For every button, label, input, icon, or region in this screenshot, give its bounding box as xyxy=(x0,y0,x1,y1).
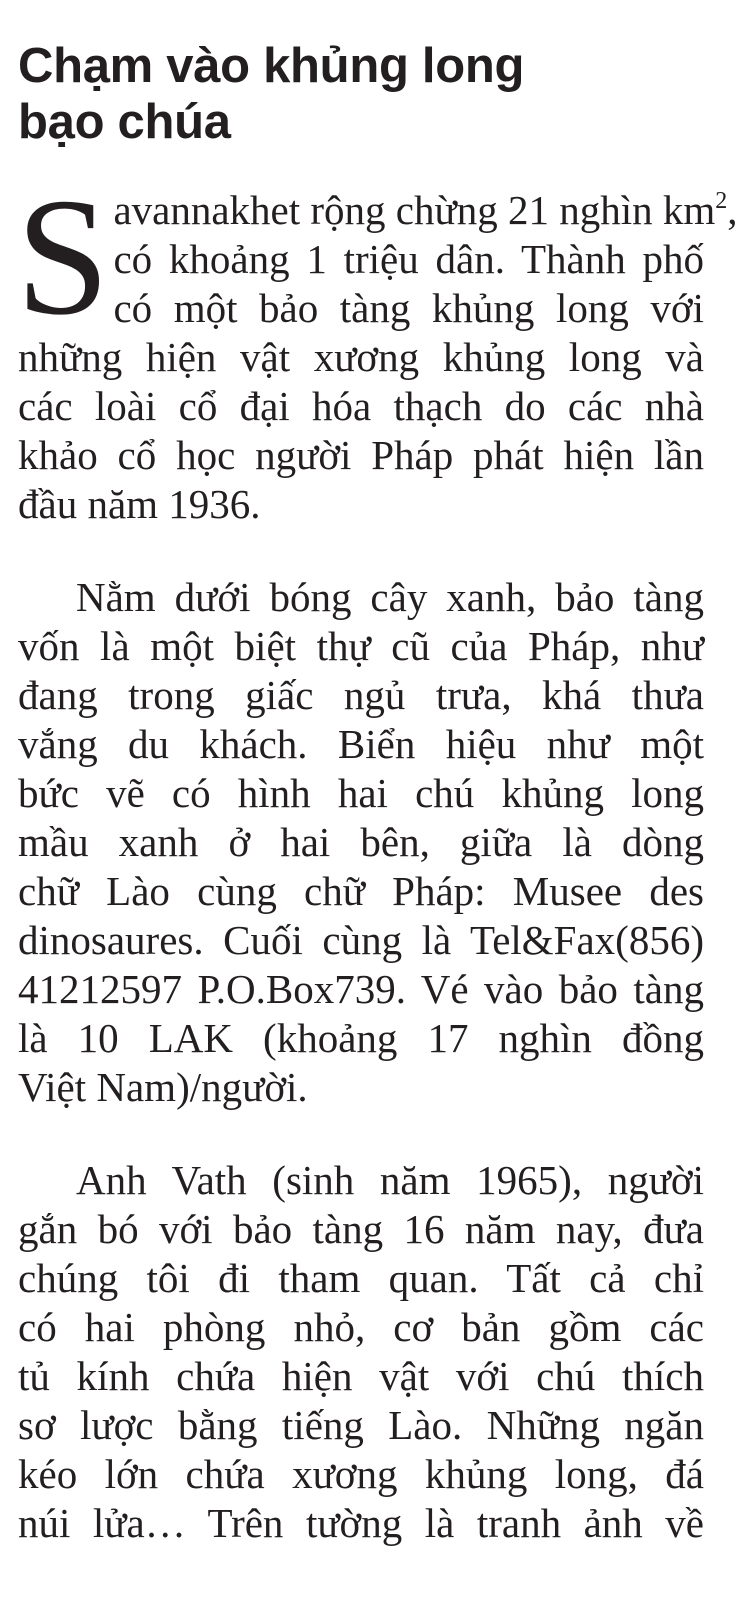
paragraph-guide xyxy=(18,1156,704,1548)
text-line: kéo lớn chứa xương khủng long, đá xyxy=(18,1451,704,1497)
text-line: có khoảng 1 triệu dân. Thành phố xyxy=(113,236,704,282)
text-line: mầu xanh ở hai bên, giữa là dòng xyxy=(18,819,704,865)
text-line: đang trong giấc ngủ trưa, khá thưa xyxy=(18,672,704,718)
text-line: vốn là một biệt thự cũ của Pháp, như xyxy=(18,623,704,669)
text-segment: , xyxy=(727,187,738,233)
paragraph-museum xyxy=(18,573,704,1112)
text-line: có một bảo tàng khủng long với xyxy=(113,285,704,331)
text-line: 41212597 P.O.Box739. Vé vào bảo tàng xyxy=(18,966,704,1012)
text-line: là 10 LAK (khoảng 17 nghìn đồng xyxy=(18,1015,704,1061)
paragraph-intro xyxy=(16,164,738,529)
text-line: các loài cổ đại hóa thạch do các nhà xyxy=(18,383,704,429)
headline-line: bạo chúa xyxy=(18,95,231,149)
text-line: tủ kính chứa hiện vật với chú thích xyxy=(18,1353,704,1399)
text-line: khảo cổ học người Pháp phát hiện lần xyxy=(18,432,704,478)
text-line: bức vẽ có hình hai chú khủng long xyxy=(18,770,704,816)
article xyxy=(16,38,738,1548)
text-line: sơ lược bằng tiếng Lào. Những ngăn xyxy=(18,1402,704,1448)
text-line: vắng du khách. Biển hiệu như một xyxy=(18,721,704,767)
text-line: Nằm dưới bóng cây xanh, bảo tàng xyxy=(76,574,704,620)
text-segment: avannakhet rộng chừng 21 nghìn km xyxy=(113,187,716,233)
text-line: dinosaures. Cuối cùng là Tel&Fax(856) xyxy=(18,917,704,963)
superscript: 2 xyxy=(715,188,728,214)
text-line: đầu năm 1936. xyxy=(18,481,261,527)
text-line: núi lửa… Trên tường là tranh ảnh về xyxy=(18,1500,704,1546)
drop-cap: S xyxy=(16,164,110,350)
text-line: chúng tôi đi tham quan. Tất cả chỉ xyxy=(18,1255,704,1301)
text-line: Việt Nam)/người. xyxy=(18,1064,308,1110)
text-line: Anh Vath (sinh năm 1965), người xyxy=(76,1157,704,1203)
article-headline xyxy=(18,38,704,150)
text-line xyxy=(18,186,738,235)
text-line: có hai phòng nhỏ, cơ bản gồm các xyxy=(18,1304,704,1350)
text-line: chữ Lào cùng chữ Pháp: Musee des xyxy=(18,868,704,914)
text-line: gắn bó với bảo tàng 16 năm nay, đưa xyxy=(18,1206,704,1252)
headline-line: Chạm vào khủng long xyxy=(18,39,525,93)
text-line: những hiện vật xương khủng long và xyxy=(18,334,704,380)
